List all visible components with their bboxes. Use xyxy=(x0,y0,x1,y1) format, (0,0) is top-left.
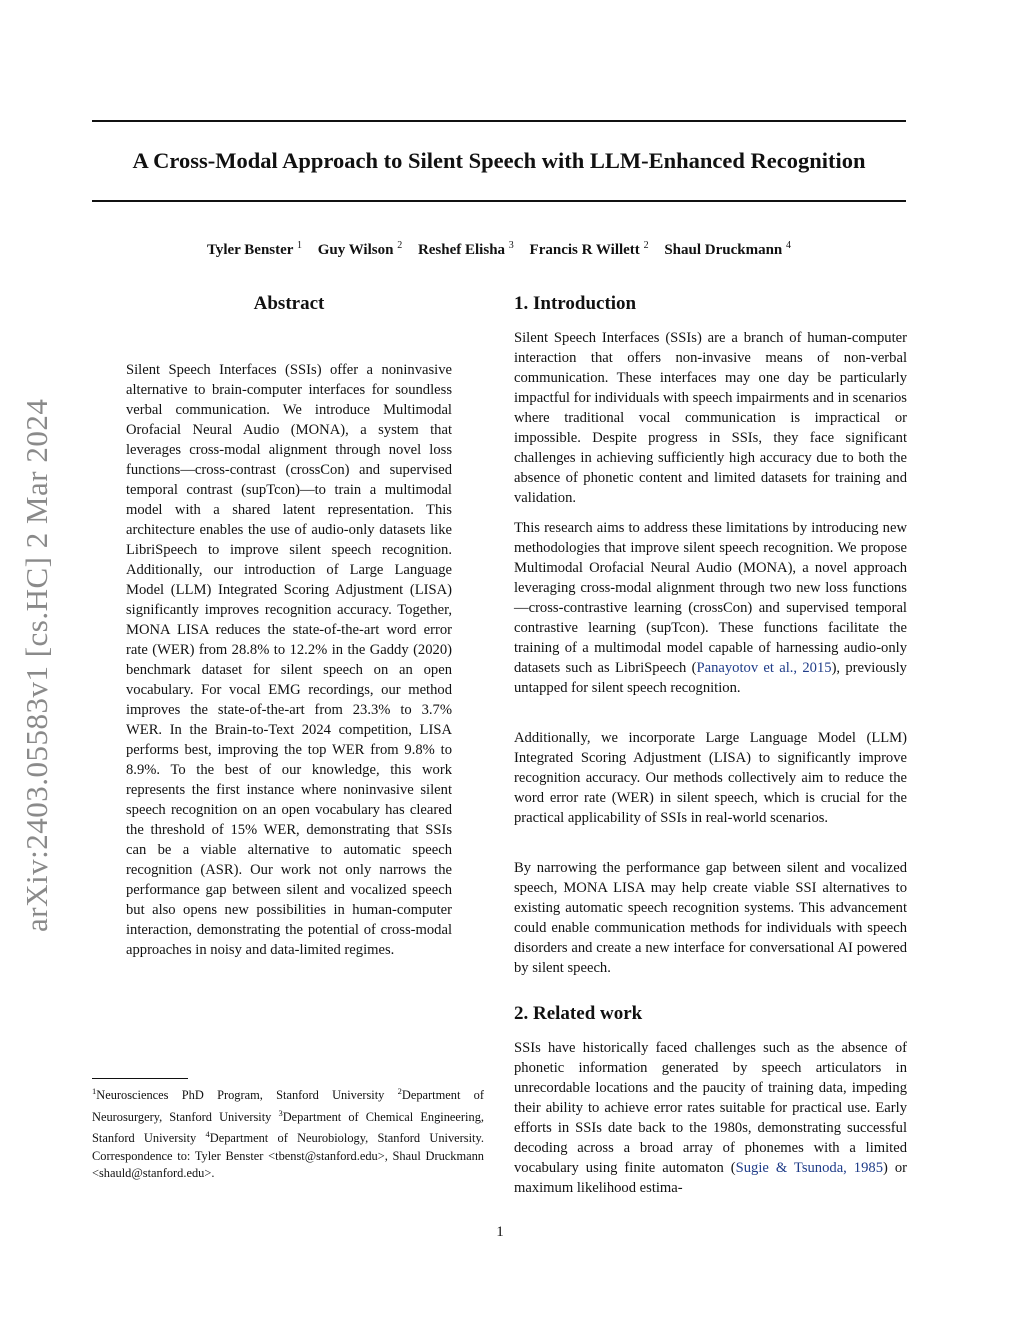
citation-link[interactable]: Panayotov et al., 2015 xyxy=(696,660,832,676)
paragraph-text: This research aims to address these limitations by introducing new methodologies that improve silent speech recognition. We propose Multimodal Orofacial Neural Audio (MONA), a novel approach leveraging cross-modal alignment through two new loss functions—cross-contrastive learning (crossCon) and supervised temporal contrastive learning (supTcon). These functions facilitate the training of a multimodal model capable of harnessing audio-only datasets such as LibriSpeech ( xyxy=(514,520,907,676)
arxiv-identifier: arXiv:2403.05583v1 [cs.HC] 2 Mar 2024 xyxy=(19,398,54,932)
footnote-marker: 3 xyxy=(278,1107,283,1118)
author-name: Shaul Druckmann xyxy=(664,242,783,258)
author-affiliation: 4 xyxy=(786,240,792,251)
author xyxy=(207,242,302,258)
citation-link[interactable]: Sugie & Tsunoda, 1985 xyxy=(735,1160,883,1176)
title-rule-top xyxy=(92,120,906,122)
page-number: 1 xyxy=(496,1224,504,1240)
intro-paragraph: Silent Speech Interfaces (SSIs) are a branch of human-computer interaction that offers non-invasive means of non-verbal communication. These interfaces may one day be particularly impactful for individuals with speech impairments and in scenarios where traditional vocal communication is impractical or impossible. Despite progress in SSIs, they face significant challenges in achieving sufficiently high accuracy due to both the absence of phonetic content and limited datasets for training and validation. xyxy=(514,330,907,506)
intro-paragraph: By narrowing the performance gap between silent and vocalized speech, MONA LISA may help create viable SSI alternatives to existing automatic speech recognition systems. This advancement could enable communication methods for individuals with speech disorders and create a new interface for conversational AI powered by silent speech. xyxy=(514,860,907,976)
footnote-marker: 2 xyxy=(397,1086,402,1096)
footnote-text: Department of Chemical Engineering, Stanford University xyxy=(92,1109,484,1146)
author-affiliation: 2 xyxy=(397,240,403,251)
footnote-text: Department of Neurobiology, Stanford University. Correspondence to: Tyler Benster <tbenst@stanford.edu>, Shaul Druckmann <shauld@stanford.edu>. xyxy=(92,1131,484,1181)
author xyxy=(530,242,649,258)
section-heading-introduction: 1. Introduction xyxy=(514,293,637,314)
section-heading-related-work: 2. Related work xyxy=(514,1003,643,1024)
author-affiliation: 3 xyxy=(508,240,514,251)
footnote-marker: 4 xyxy=(205,1129,210,1140)
title-rule-bottom xyxy=(92,200,906,202)
footnote-rule xyxy=(92,1078,188,1079)
paper-title: A Cross-Modal Approach to Silent Speech with LLM-Enhanced Recognition xyxy=(132,148,866,173)
intro-paragraph xyxy=(514,518,907,698)
author-name: Francis R Willett xyxy=(529,242,640,258)
author-name: Tyler Benster xyxy=(206,242,294,258)
intro-paragraph: Additionally, we incorporate Large Language Model (LLM) Integrated Scoring Adjustment (LISA) to significantly improve recognition accuracy. Our methods collectively aim to reduce the word error rate (WER) in silent speech, which is crucial for the practical applicability of SSIs in real-world scenarios. xyxy=(514,730,907,826)
paragraph-text: ), previously untapped for silent speech recognition. xyxy=(514,660,907,696)
author xyxy=(418,242,514,258)
paragraph-text: ) or maximum likelihood estima- xyxy=(514,1160,907,1196)
affiliation-footnote xyxy=(92,1083,484,1183)
footnote-text: Neurosciences PhD Program, Stanford University xyxy=(96,1088,398,1103)
paragraph-text: SSIs have historically faced challenges such as the absence of phonetic information generated by speech articulators in unrecordable locations and the paucity of training data, impeding their ability to achieve error rates suitable for practical use. Early efforts in SSIs date back to the 1980s, demonstrating successful decoding across a broad array of phonemes with a limited vocabulary using finite automaton ( xyxy=(514,1040,907,1176)
related-paragraph xyxy=(514,1038,907,1198)
author-name: Guy Wilson xyxy=(317,242,394,258)
author-list xyxy=(92,235,906,261)
abstract-text: Silent Speech Interfaces (SSIs) offer a noninvasive alternative to brain-computer interfaces for soundless verbal communication. We introduce Multimodal Orofacial Neural Audio (MONA), a system that leverages cross-modal alignment through novel loss functions—cross-contrast (crossCon) and supervised temporal contrast (supTcon)—to train a multimodal model with a shared latent representation. This architecture enables the use of audio-only datasets like LibriSpeech to improve silent speech recognition. Additionally, our introduction of Large Language Model (LLM) Integrated Scoring Adjustment (LISA) significantly improves recognition accuracy. Together, MONA LISA reduces the state-of-the-art word error rate (WER) from 28.8% to 12.2% in the Gaddy (2020) benchmark dataset for silent speech on an open vocabulary. For vocal EMG recordings, our method improves the state-of-the-art from 23.3% to 3.7% WER. In the Brain-to-Text 2024 competition, LISA performs best, improving the top WER from 9.8% to 8.9%. To the best of our knowledge, this work represents the first instance where noninvasive silent speech recognition on an open vocabulary has cleared the threshold of 15% WER, demonstrating that SSIs can be a viable alternative to automatic speech recognition (ASR). Our work not only narrows the performance gap between silent and vocalized speech but also opens new possibilities in human-computer interaction, demonstrating the potential of cross-modal approaches in noisy and data-limited regimes. xyxy=(126,362,452,958)
abstract-heading: Abstract xyxy=(253,293,325,314)
footnote-text: Department of Neurosurgery, Stanford University xyxy=(92,1088,484,1124)
author-affiliation: 1 xyxy=(296,240,302,251)
author xyxy=(318,242,402,258)
author-name: Reshef Elisha xyxy=(417,242,506,258)
author-affiliation: 2 xyxy=(643,240,649,251)
author xyxy=(664,242,791,258)
footnote-marker: 1 xyxy=(92,1086,97,1096)
